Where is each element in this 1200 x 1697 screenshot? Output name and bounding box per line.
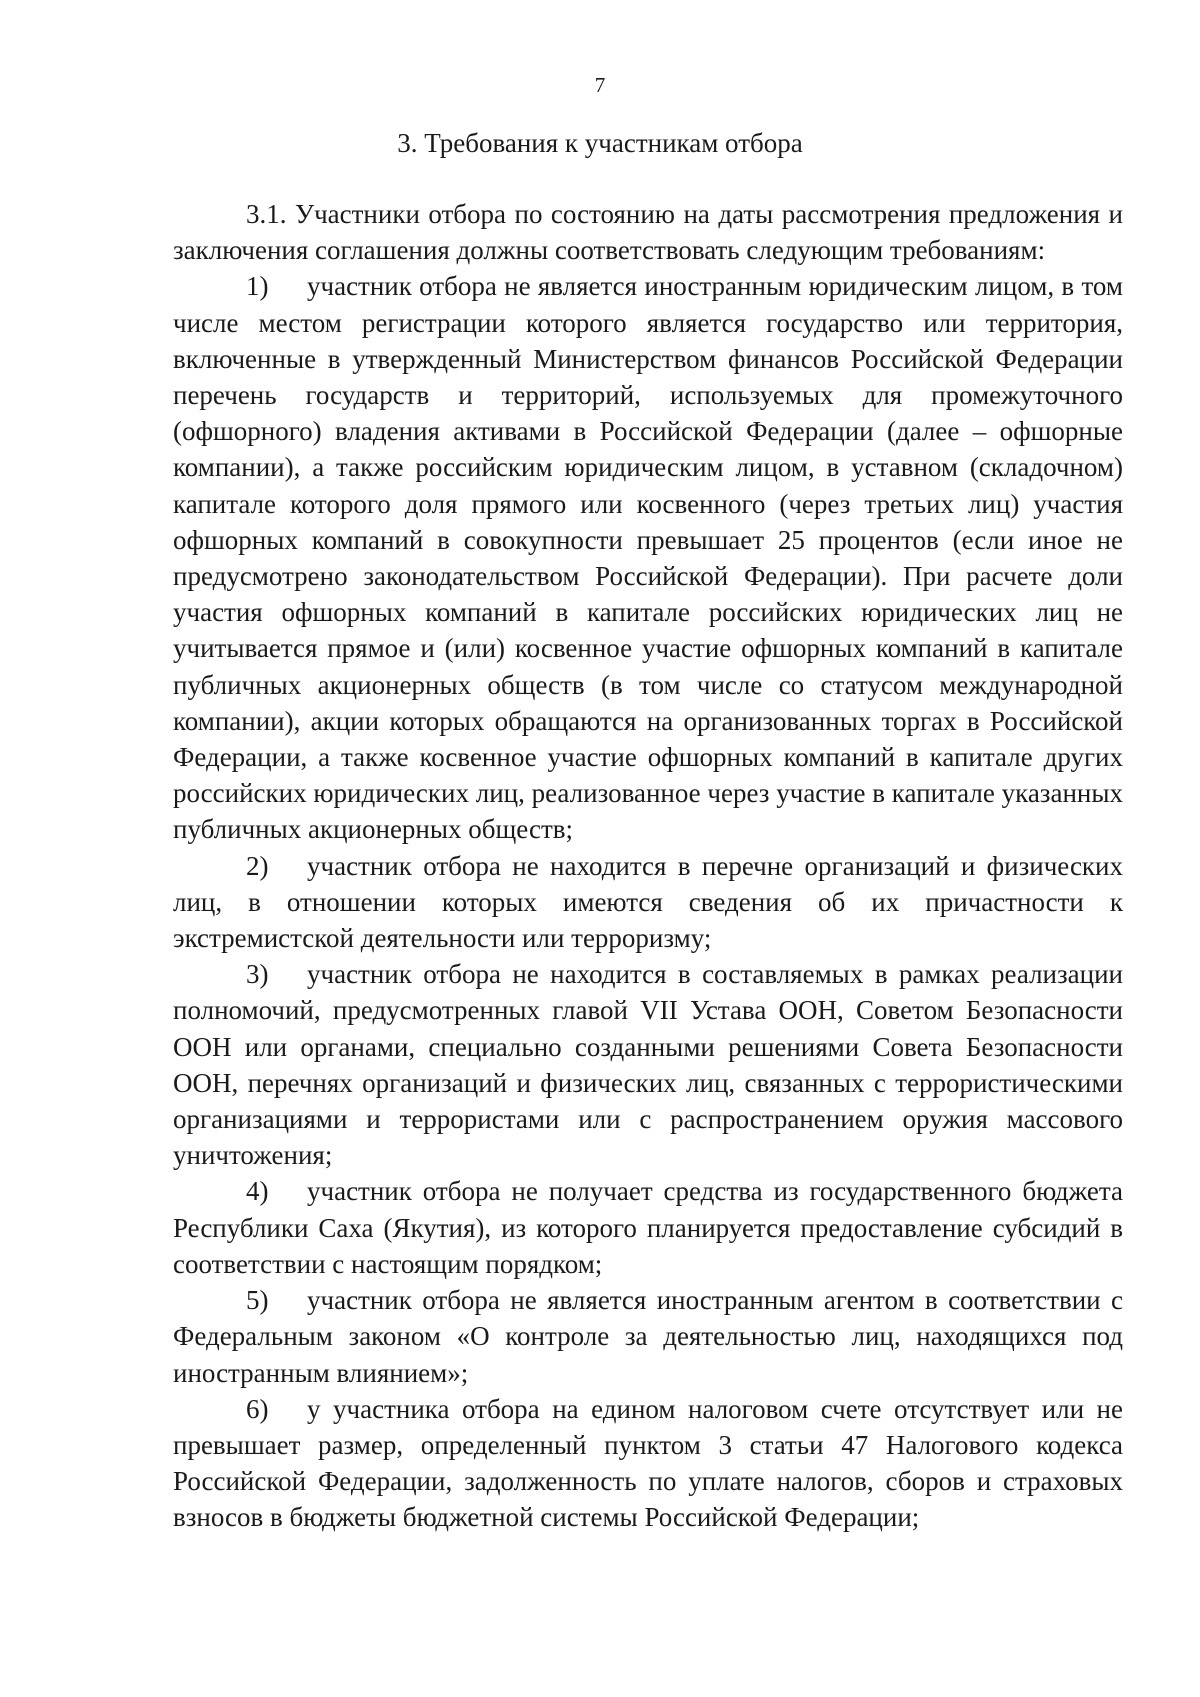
item-number: 1) xyxy=(246,271,269,302)
page-number: 7 xyxy=(594,73,606,97)
requirement-item-6 xyxy=(173,1391,1123,1536)
item-text: участник отбора не является иностранным агентом в соответствии с Федеральным законом «О контроле за деятельностью лиц, находящихся под иностранным влиянием»; xyxy=(173,1285,1123,1388)
item-number: 4) xyxy=(246,1176,269,1207)
requirement-item-5 xyxy=(173,1282,1123,1391)
item-text: участник отбора не получает средства из государственного бюджета Республики Саха (Якутия), из которого планируется предоставление субсидий в соответствии с настоящим порядком; xyxy=(173,1176,1123,1279)
item-number: 5) xyxy=(246,1285,269,1316)
requirement-item-3 xyxy=(173,956,1123,1173)
item-text: участник отбора не находится в перечне организаций и физических лиц, в отношении которых имеются сведения об их причастности к экстремистской деятельности или терроризму; xyxy=(173,850,1123,954)
requirement-item-4 xyxy=(173,1173,1123,1282)
item-text: участник отбора не находится в составляемых в рамках реализации полномочий, предусмотренных главой VII Устава ООН, Советом Безопасности ООН или органами, специально созданными решениями Совета Безопасности ООН, перечнях организаций и физических лиц, связанных с террористическими организациями и террористами или с распространением оружия массового уничтожения; xyxy=(173,959,1123,1171)
item-text: у участника отбора на едином налоговом счете отсутствует или не превышает размер, определенный пунктом 3 статьи 47 Налогового кодекса Российской Федерации, задолженность по уплате налогов, сборов и страховых взносов в бюджеты бюджетной системы Российской Федерации; xyxy=(173,1393,1123,1533)
requirement-item-2 xyxy=(173,848,1123,957)
item-number: 3) xyxy=(246,959,269,990)
document-body xyxy=(173,196,1123,1536)
item-number: 6) xyxy=(246,1393,269,1424)
item-text: участник отбора не является иностранным юридическим лицом, в том числе местом регистрации которого является государство или территория, включенные в утвержденный Министерством финансов Российской Федерации перечень государств и территорий, используемых для промежуточного (офшорного) владения активами в Российской Федерации (далее – офшорные компании), а также российским юридическим лицом, в уставном (складочном) капитале которого доля прямого или косвенного (через третьих лиц) участия офшорных компаний в совокупности превышает 25 процентов (если иное не предусмотрено законодательством Российской Федерации). При расчете доли участия офшорных компаний в капитале российских юридических лиц не учитывается прямое и (или) косвенное участие офшорных компаний в капитале публичных акционерных обществ (в том числе со статусом международной компании), акции которых обращаются на организованных торгах в Российской Федерации, а также косвенное участие офшорных компаний в капитале других российских юридических лиц, реализованное через участие в капитале указанных публичных акционерных обществ; xyxy=(173,271,1123,845)
item-number: 2) xyxy=(246,850,269,881)
intro-paragraph: 3.1. Участники отбора по состоянию на даты рассмотрения предложения и заключения соглашения должны соответствовать следующим требованиям: xyxy=(173,199,1123,266)
requirement-item-1 xyxy=(173,268,1123,847)
section-title: 3. Требования к участникам отбора xyxy=(397,128,803,158)
